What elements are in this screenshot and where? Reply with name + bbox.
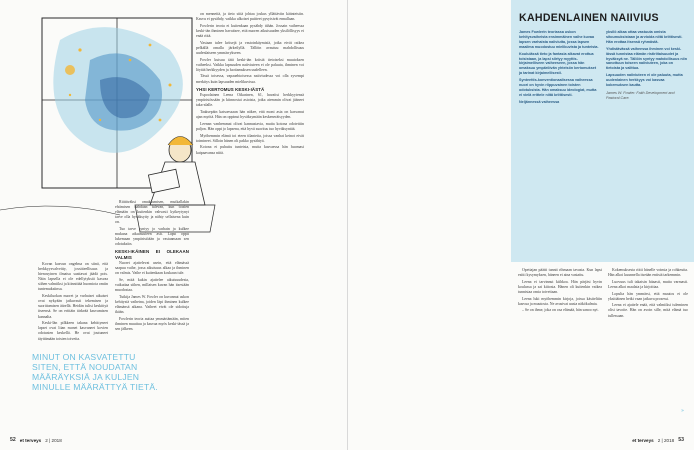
paragraph: Opettajan päätti tunnit rihmaan tavasta. Kun lapsi esitti kysymyksen, häneen ei aina vastattu. — [518, 268, 602, 278]
paragraph: Espoolainen Leena Oikarinen, 61, havaitsi herkkyytensä ympäristössään ja kiinnostui asioista, jotka aiemmin olivat jääneet taka-alalle. — [196, 93, 304, 108]
sidebar-paragraph: Kouluiässä tieto ja fantasia alkavat erottua toisistaan, ja lapsi siirtyy myyttis-kirjaimelliseen vaiheeseen, jossa hän omaksuu ympäröivän yhteisön kertomukset ja tarinat kirjaimellisesti. — [519, 51, 597, 76]
paragraph: Tutkija James W. Fowler on kuvannut uskon kehitystä vaiheina, joiden läpi ihminen kulkee elämänsä aikana. Vaiheet eivät ole sidottuja ikään. — [115, 294, 189, 315]
paragraph: Luovuus tuli takaisin hitaasti, mutta varmasti. Leena alkoi maalata ja kirjoittaa. — [608, 279, 688, 289]
page-number: 52 — [10, 437, 16, 443]
sidebar-paragraph: James Fowlerin teoriassa uskon kehitysvaiheista ensimmäinen vaihe kuvaa lapsen varhaista naiiviutta, jossa lapsen maailma muodostuu mielikuvista ja tunteista. — [519, 30, 599, 49]
subheading: YHSI KERTOMUS KESKI-IÄSTÄ — [196, 86, 265, 92]
paragraph: Nuoret ajattelevat usein, että elämässä saapuu vaihe, jossa aikuisuus alkaa ja ihminen on valmis. Vaihe ei kuitenkaan koskaan tule. — [115, 261, 189, 276]
paragraph: Lopulta hän ymmärsi, että muutos ei ole yksittäinen hetki vaan jatkuva prosessi. — [608, 291, 688, 301]
right-page — [347, 0, 694, 450]
right-col-1 — [518, 268, 602, 315]
magazine-name: et terveys — [19, 437, 42, 443]
paragraph: Leena luki myöhemmin kirjoja, joissa käsiteltiin kasvua ja muutosta. Ne avasivat uusia näkökulmia. — [518, 296, 602, 306]
paragraph: Kotona ei puhuttu tunteista, mutta kasvaessa hän huomasi kaipaavansa niitä. — [196, 145, 304, 155]
sidebar-title: KAHDENLAINEN NAIIVIUS — [519, 12, 659, 24]
left-col-1 — [38, 262, 108, 343]
issue-number: 2 | 2018 — [45, 437, 62, 443]
paragraph: – Se on ihme, joka on osa elämää, hän sanoo nyt. — [522, 308, 599, 313]
paragraph: Kokemuksesta riitti hänelle voimia ja rohkeutta. Hän alkoi kuunnella itseään entistä tarkemmin. — [608, 268, 688, 278]
paragraph: Riittäväksi omaksumisen, mutkallakin ehtimisen nähdään tulevan, kun toisten elämään on kuitenkin vahvasti kytkeytynyt tarve olla hyväksytty ja nähty sellaisena kuin on. — [115, 200, 189, 225]
folio — [632, 437, 684, 443]
left-col-3 — [196, 12, 304, 157]
paragraph: Leena ei ajattele enää, että valmiiksi tuleminen olisi tavoite. Hän on avoin sille, mitä elämä tuo tullessaan. — [608, 303, 688, 318]
pull-quote: MINUT ON KASVATETTU SITEN, ETTÄ NOUDATAN MÄÄRÄYKSIÄ JA KULJEN MINULLE MÄÄRÄTTYÄ TIETÄ. — [32, 352, 158, 392]
sidebar-paragraph: Synteettis-konventionaalisessa vaiheessa nuori on hyvin riippuvainen toisten odotuksista. Hän omaksuu ideologiat, mutta ei vielä erittele niitä kriittisesti. — [519, 78, 597, 97]
right-col-2 — [608, 268, 688, 320]
continue-arrows: » — [680, 408, 684, 414]
sidebar-col-2 — [606, 30, 687, 107]
subheading: KESKI-IKÄINEN EI OLEKAAN VALMIS — [115, 249, 189, 260]
sidebar-box — [511, 0, 694, 262]
paragraph: on menneitä, ja tieto siitä johtaa joskus yllättäviin käänteisiin. Kasvu ei pysähdy, vaikka ulkoiset puitteet pysyisivät ennallaan. — [196, 12, 304, 22]
folio — [10, 437, 62, 443]
paragraph: Fowlerin teoria auttaa ymmärtämään, miten ihminen muuttuu ja kasvaa myös keski-iässä ja sen jälkeen. — [115, 316, 189, 332]
magazine-name: et terveys — [632, 437, 654, 443]
sidebar-paragraph: yksilö alkaa ottaa vastuuta omista sitoumuksistaan ja arvioida niitä kriittisesti. Hän erottaa itsensä ryhmästä. — [606, 30, 683, 44]
issue-number: 2 | 2018 — [657, 437, 675, 443]
paragraph: Fowlerin teoria ei kuitenkaan pysähdy tähän. Jossain vaiheessa keski-iän ihminen havaitsee, että nuoren aikuisuuden yksilöllisyys ei enää riitä. — [196, 23, 304, 38]
left-col-2 — [115, 200, 189, 334]
sidebar-paragraph: Yhdistävässä vaiheessa ihminen voi keski-iässä tunnistaa elämän ristiriitaisuudet ja hyväksyä ne. Tällöin syntyy mahdollisuus niin sanottuun toiseen naiiviuteen, joka on tietoista ja valittua. — [606, 46, 687, 71]
sidebar-columns — [519, 30, 687, 107]
paragraph: Vastaan tulee kriisejä ja vastoinkäymisiä, jotka eivät ratkea pelkällä omalla järkeilyllä. Tällöin avautuu mahdollisuus uudenlaiseen ymmärrykseen. — [196, 40, 304, 55]
paragraph: Tässä toisessa, vapaaehtoisessa naiiviudessa voi olla syvempi merkitys kuin lapsuuden mielikuvissa. — [196, 74, 304, 84]
paragraph: Keskiluokan nuoret ja varhaiset aikuiset ovat nykyään jatkuvasti tekemisen ja suorittamisen äärellä. Heidän tulisi keskittyä itseensä. Se on erittäin tärkeää kasvamisen kannalta. — [38, 294, 108, 319]
paragraph: Keski-Iän pilkkeen takana kehittyneet lapset ovat liian monet kasvaneet kovien odotusten keskellä. He ovat joutuneet täyttämään toisten toiveita. — [38, 321, 108, 341]
page-number: 53 — [678, 437, 684, 443]
paragraph: Fowler kutsuu tätä keski-iän kriisiä tietoiseksi muutoksen vaiheeksi. Vaikka lapsuuden naiiviuteen ei ole paluuta, ihminen voi löytää herkkyyden ja luottamuksen uudelleen. — [196, 57, 304, 72]
sidebar-paragraph: Neljännessä vaiheessa — [519, 99, 560, 104]
paragraph: Taaksepäin katsoessaan hän näkee, että moni asia on kasvanut ajan myötä. Hän on oppinut hyväksymään keskeneräisyyden. — [196, 110, 304, 120]
paragraph: Kovan kasvun ongelma on siinä, että herkkyysvalveitty, jossitteellisuus ja hienosyinen ilmaisu saattavat jäädä pois. Näin lapsella ei ole edellytyksiä kasvaa siihen valmiiksi ja kiinnittää huomiota omiin tuntemuksiinsa. — [38, 262, 108, 292]
paragraph: Leenan vanhemmat olivat kannustavia, mutta kotona odotettiin paljon. Hän oppi jo lapsena, että hyvä suoritus tuo hyväksyntää. — [196, 121, 304, 131]
paragraph: Myöhemmin elämä toi eteen tilanteita, joissa vanhat keinot eivät toimineet. Silloin hänen oli pakko pysähtyä. — [196, 133, 304, 143]
sidebar-credit: James W. Fowler: Faith Development and Pastoral Care. — [606, 90, 675, 100]
paragraph: Tuo tarve syntyy jo varhain ja kulkee mukana aikuisuuteen asti. Lapsi oppii lukemaan ympäristöään ja vastaamaan sen odotuksiin. — [115, 227, 189, 247]
paragraph: Se, mitä kukin ajattelee aikuisuudesta, vaikuttaa siihen, millaisen kuvan hän itsestään muodostaa. — [115, 278, 189, 293]
sidebar-col-1 — [519, 30, 600, 107]
paragraph: Leena ei tarvinnut kiihkoa. Hän pärjäsi hyvin koulussa ja sai kiitosta. Hänen oli kuitenkin vaikea tunnistaa omia toiveitaan. — [518, 279, 602, 294]
sidebar-paragraph: Lapsuuden naiiviuteen ei ole paluuta, mutta uudenlainen herkkyys voi kasvaa kokemuksen kautta. — [606, 73, 683, 88]
